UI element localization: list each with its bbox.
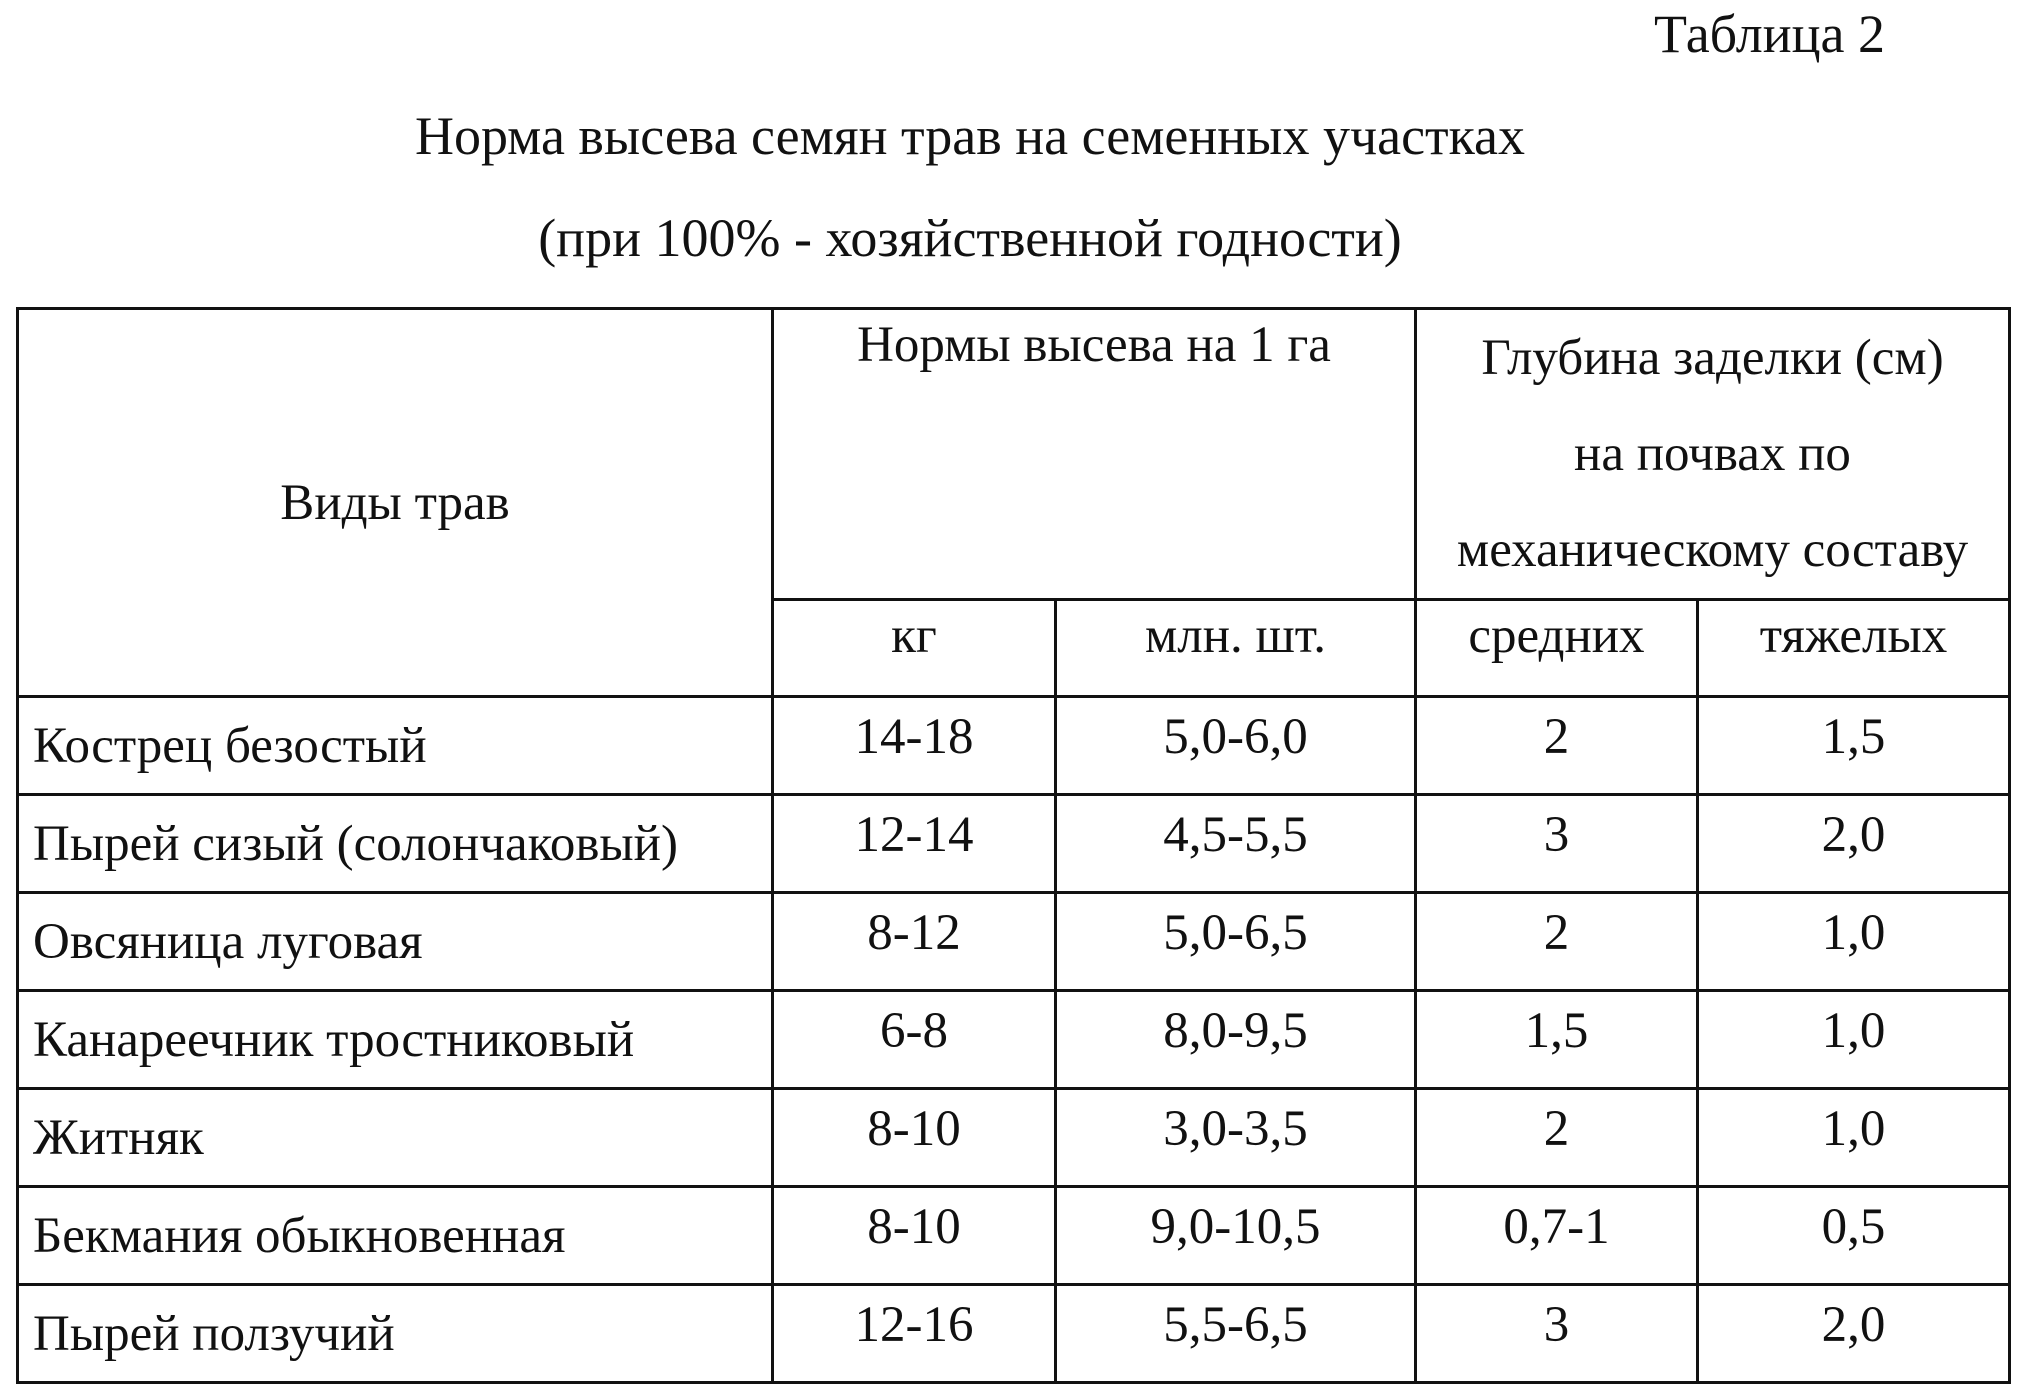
table-row xyxy=(18,893,2010,991)
cell-rate-kg: 8-10 xyxy=(773,1089,1056,1187)
cell-depth-medium: 2 xyxy=(1416,697,1698,795)
header-seeding-rate: Нормы высева на 1 га xyxy=(773,309,1416,600)
cell-rate-mln: 8,0-9,5 xyxy=(1056,991,1416,1089)
header-depth-line-3: механическому составу xyxy=(1456,522,1969,578)
cell-rate-kg: 6-8 xyxy=(773,991,1056,1089)
cell-rate-kg: 14-18 xyxy=(773,697,1056,795)
cell-species-name: Пырей сизый (солончаковый) xyxy=(18,795,773,893)
cell-rate-mln: 5,5-6,5 xyxy=(1056,1285,1416,1383)
table-title: Норма высева семян трав на семенных участках xyxy=(414,106,1526,166)
cell-rate-kg: 8-10 xyxy=(773,1187,1056,1285)
cell-rate-kg: 12-16 xyxy=(773,1285,1056,1383)
cell-depth-medium: 2 xyxy=(1416,1089,1698,1187)
header-medium-soils: средних xyxy=(1416,600,1698,697)
table-number-label: Таблица 2 xyxy=(1654,4,1885,64)
cell-rate-kg: 8-12 xyxy=(773,893,1056,991)
cell-depth-medium: 3 xyxy=(1416,1285,1698,1383)
table-subtitle: (при 100% - хозяйственной годности) xyxy=(538,208,1402,268)
header-heavy-soils: тяжелых xyxy=(1698,600,2010,697)
table-row xyxy=(18,697,2010,795)
cell-depth-medium: 2 xyxy=(1416,893,1698,991)
cell-depth-medium: 1,5 xyxy=(1416,991,1698,1089)
cell-rate-kg: 12-14 xyxy=(773,795,1056,893)
header-kg: кг xyxy=(773,600,1056,697)
cell-species-name: Бекмания обыкновенная xyxy=(18,1187,773,1285)
cell-rate-mln: 4,5-5,5 xyxy=(1056,795,1416,893)
table-row xyxy=(18,991,2010,1089)
cell-species-name: Овсяница луговая xyxy=(18,893,773,991)
cell-depth-medium: 0,7-1 xyxy=(1416,1187,1698,1285)
seeding-rate-table xyxy=(16,307,2011,1384)
cell-species-name: Канареечник тростниковый xyxy=(18,991,773,1089)
cell-rate-mln: 3,0-3,5 xyxy=(1056,1089,1416,1187)
table-row xyxy=(18,1187,2010,1285)
cell-rate-mln: 5,0-6,0 xyxy=(1056,697,1416,795)
header-sowing-depth xyxy=(1416,309,2010,600)
table-row xyxy=(18,1089,2010,1187)
cell-depth-heavy: 0,5 xyxy=(1698,1187,2010,1285)
cell-depth-heavy: 2,0 xyxy=(1698,1285,2010,1383)
cell-species-name: Пырей ползучий xyxy=(18,1285,773,1383)
table-row xyxy=(18,795,2010,893)
cell-species-name: Кострец безостый xyxy=(18,697,773,795)
table-row xyxy=(18,1285,2010,1383)
header-species: Виды трав xyxy=(18,309,773,697)
cell-species-name: Житняк xyxy=(18,1089,773,1187)
cell-depth-medium: 3 xyxy=(1416,795,1698,893)
header-depth-line-2: на почвах по xyxy=(1574,426,1851,482)
cell-rate-mln: 5,0-6,5 xyxy=(1056,893,1416,991)
cell-depth-heavy: 1,5 xyxy=(1698,697,2010,795)
cell-depth-heavy: 2,0 xyxy=(1698,795,2010,893)
cell-depth-heavy: 1,0 xyxy=(1698,991,2010,1089)
header-row-top xyxy=(18,309,2010,600)
header-depth-line-1: Глубина заделки (см) xyxy=(1481,330,1944,386)
cell-depth-heavy: 1,0 xyxy=(1698,1089,2010,1187)
cell-depth-heavy: 1,0 xyxy=(1698,893,2010,991)
cell-rate-mln: 9,0-10,5 xyxy=(1056,1187,1416,1285)
header-mln-pcs: млн. шт. xyxy=(1056,600,1416,697)
